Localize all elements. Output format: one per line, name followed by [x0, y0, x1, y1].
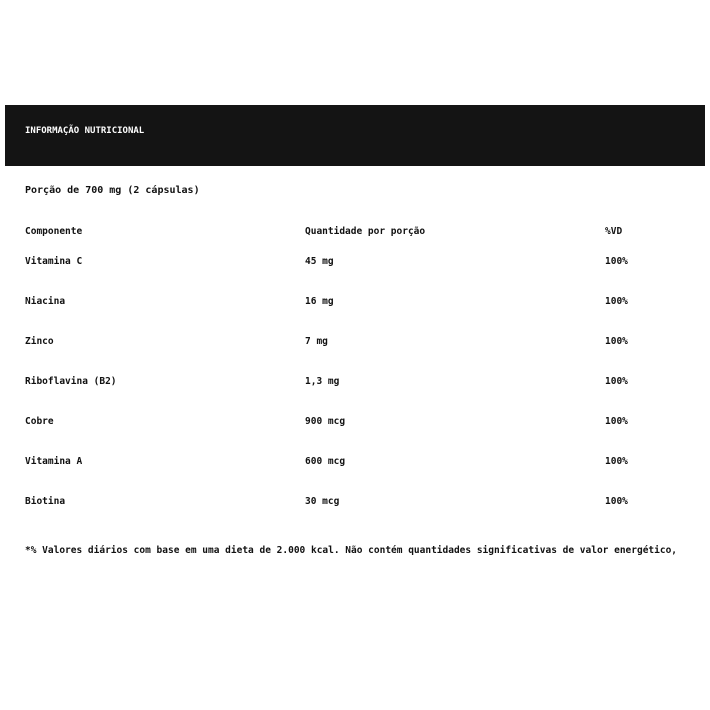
component-quantity: 1,3 mg	[305, 376, 340, 387]
component-dv: 100%	[605, 456, 628, 467]
column-header-quantity: Quantidade por porção	[305, 226, 426, 237]
nutrition-panel-header	[5, 105, 705, 166]
table-row	[25, 496, 665, 510]
table-row	[25, 336, 665, 350]
table-header-row	[25, 226, 665, 240]
component-name: Biotina	[25, 496, 66, 507]
component-dv: 100%	[605, 416, 628, 427]
table-row	[25, 256, 665, 270]
component-dv: 100%	[605, 376, 628, 387]
component-quantity: 600 mcg	[305, 456, 346, 467]
component-dv: 100%	[605, 336, 628, 347]
footnote: *% Valores diários com base em uma dieta de 2.000 kcal. Não contém quantidades significativas de valor energético,	[25, 545, 678, 556]
component-dv: 100%	[605, 496, 628, 507]
component-quantity: 7 mg	[305, 336, 328, 347]
component-quantity: 900 mcg	[305, 416, 346, 427]
component-name: Riboflavina (B2)	[25, 376, 117, 387]
table-row	[25, 416, 665, 430]
component-quantity: 16 mg	[305, 296, 334, 307]
table-row	[25, 456, 665, 470]
component-quantity: 45 mg	[305, 256, 334, 267]
component-quantity: 30 mcg	[305, 496, 340, 507]
column-header-dv: %VD	[605, 226, 623, 237]
column-header-component: Componente	[25, 226, 83, 237]
component-dv: 100%	[605, 296, 628, 307]
component-name: Vitamina C	[25, 256, 83, 267]
table-row	[25, 296, 665, 310]
table-row	[25, 376, 665, 390]
component-dv: 100%	[605, 256, 628, 267]
component-name: Cobre	[25, 416, 54, 427]
component-name: Zinco	[25, 336, 54, 347]
panel-title: INFORMAÇÃO NUTRICIONAL	[25, 126, 145, 136]
component-name: Niacina	[25, 296, 66, 307]
component-name: Vitamina A	[25, 456, 83, 467]
serving-size: Porção de 700 mg (2 cápsulas)	[25, 185, 200, 196]
